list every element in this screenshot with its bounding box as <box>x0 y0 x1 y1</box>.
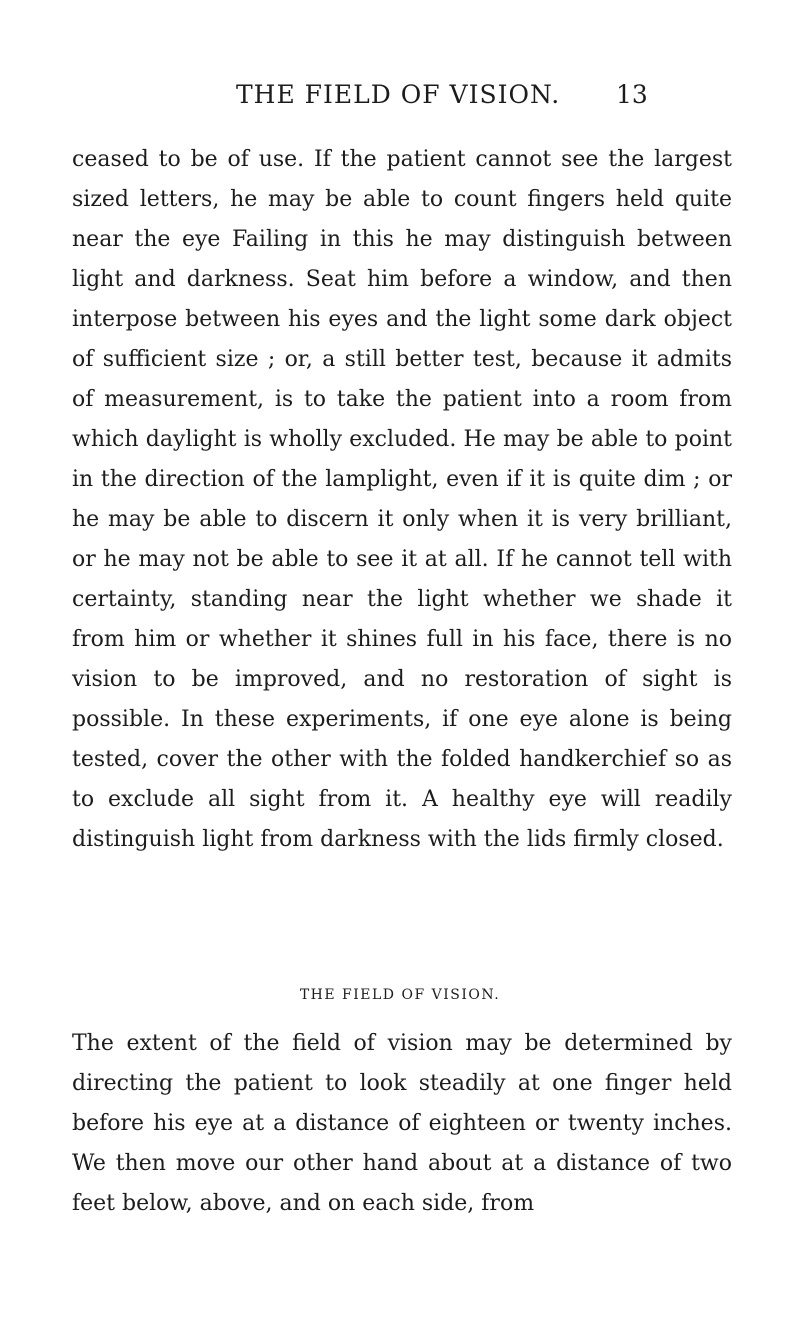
section-paragraph: The extent of the field of vision may be determined by directing the patient to look steadily at one finger held before his eye at a distance of eighteen or twenty inches. We then move our other hand about at a distance of two feet below, above, and on each side, from <box>72 1031 732 1216</box>
page-number: 13 <box>616 80 648 109</box>
running-head <box>0 80 800 120</box>
section-heading: THE FIELD OF VISION. <box>299 987 501 1003</box>
running-title: THE FIELD OF VISION. <box>236 80 561 109</box>
body-paragraph: ceased to be of use. If the patient cannot see the largest sized letters, he may be able to count fingers held quite near the eye Failing in this he may distinguish between light and darkness. Seat him before a window, and then interpose between his eyes and the light some dark object of sufficient size ; or, a still better test, because it admits of measurement, is to take the patient into a room from which daylight is wholly excluded. He may be able to point in the direction of the lamplight, even if it is quite dim ; or he may be able to discern it only when it is very brilliant, or he may not be able to see it at all. If he cannot tell with certainty, standing near the light whether we shade it from him or whether it shines full in his face, there is no vision to be improved, and no restoration of sight is possible. In these experiments, if one eye alone is being tested, cover the other with the folded handkerchief so as to exclude all sight from it. A healthy eye will readily distinguish light from darkness with the lids firmly closed. <box>72 147 732 852</box>
